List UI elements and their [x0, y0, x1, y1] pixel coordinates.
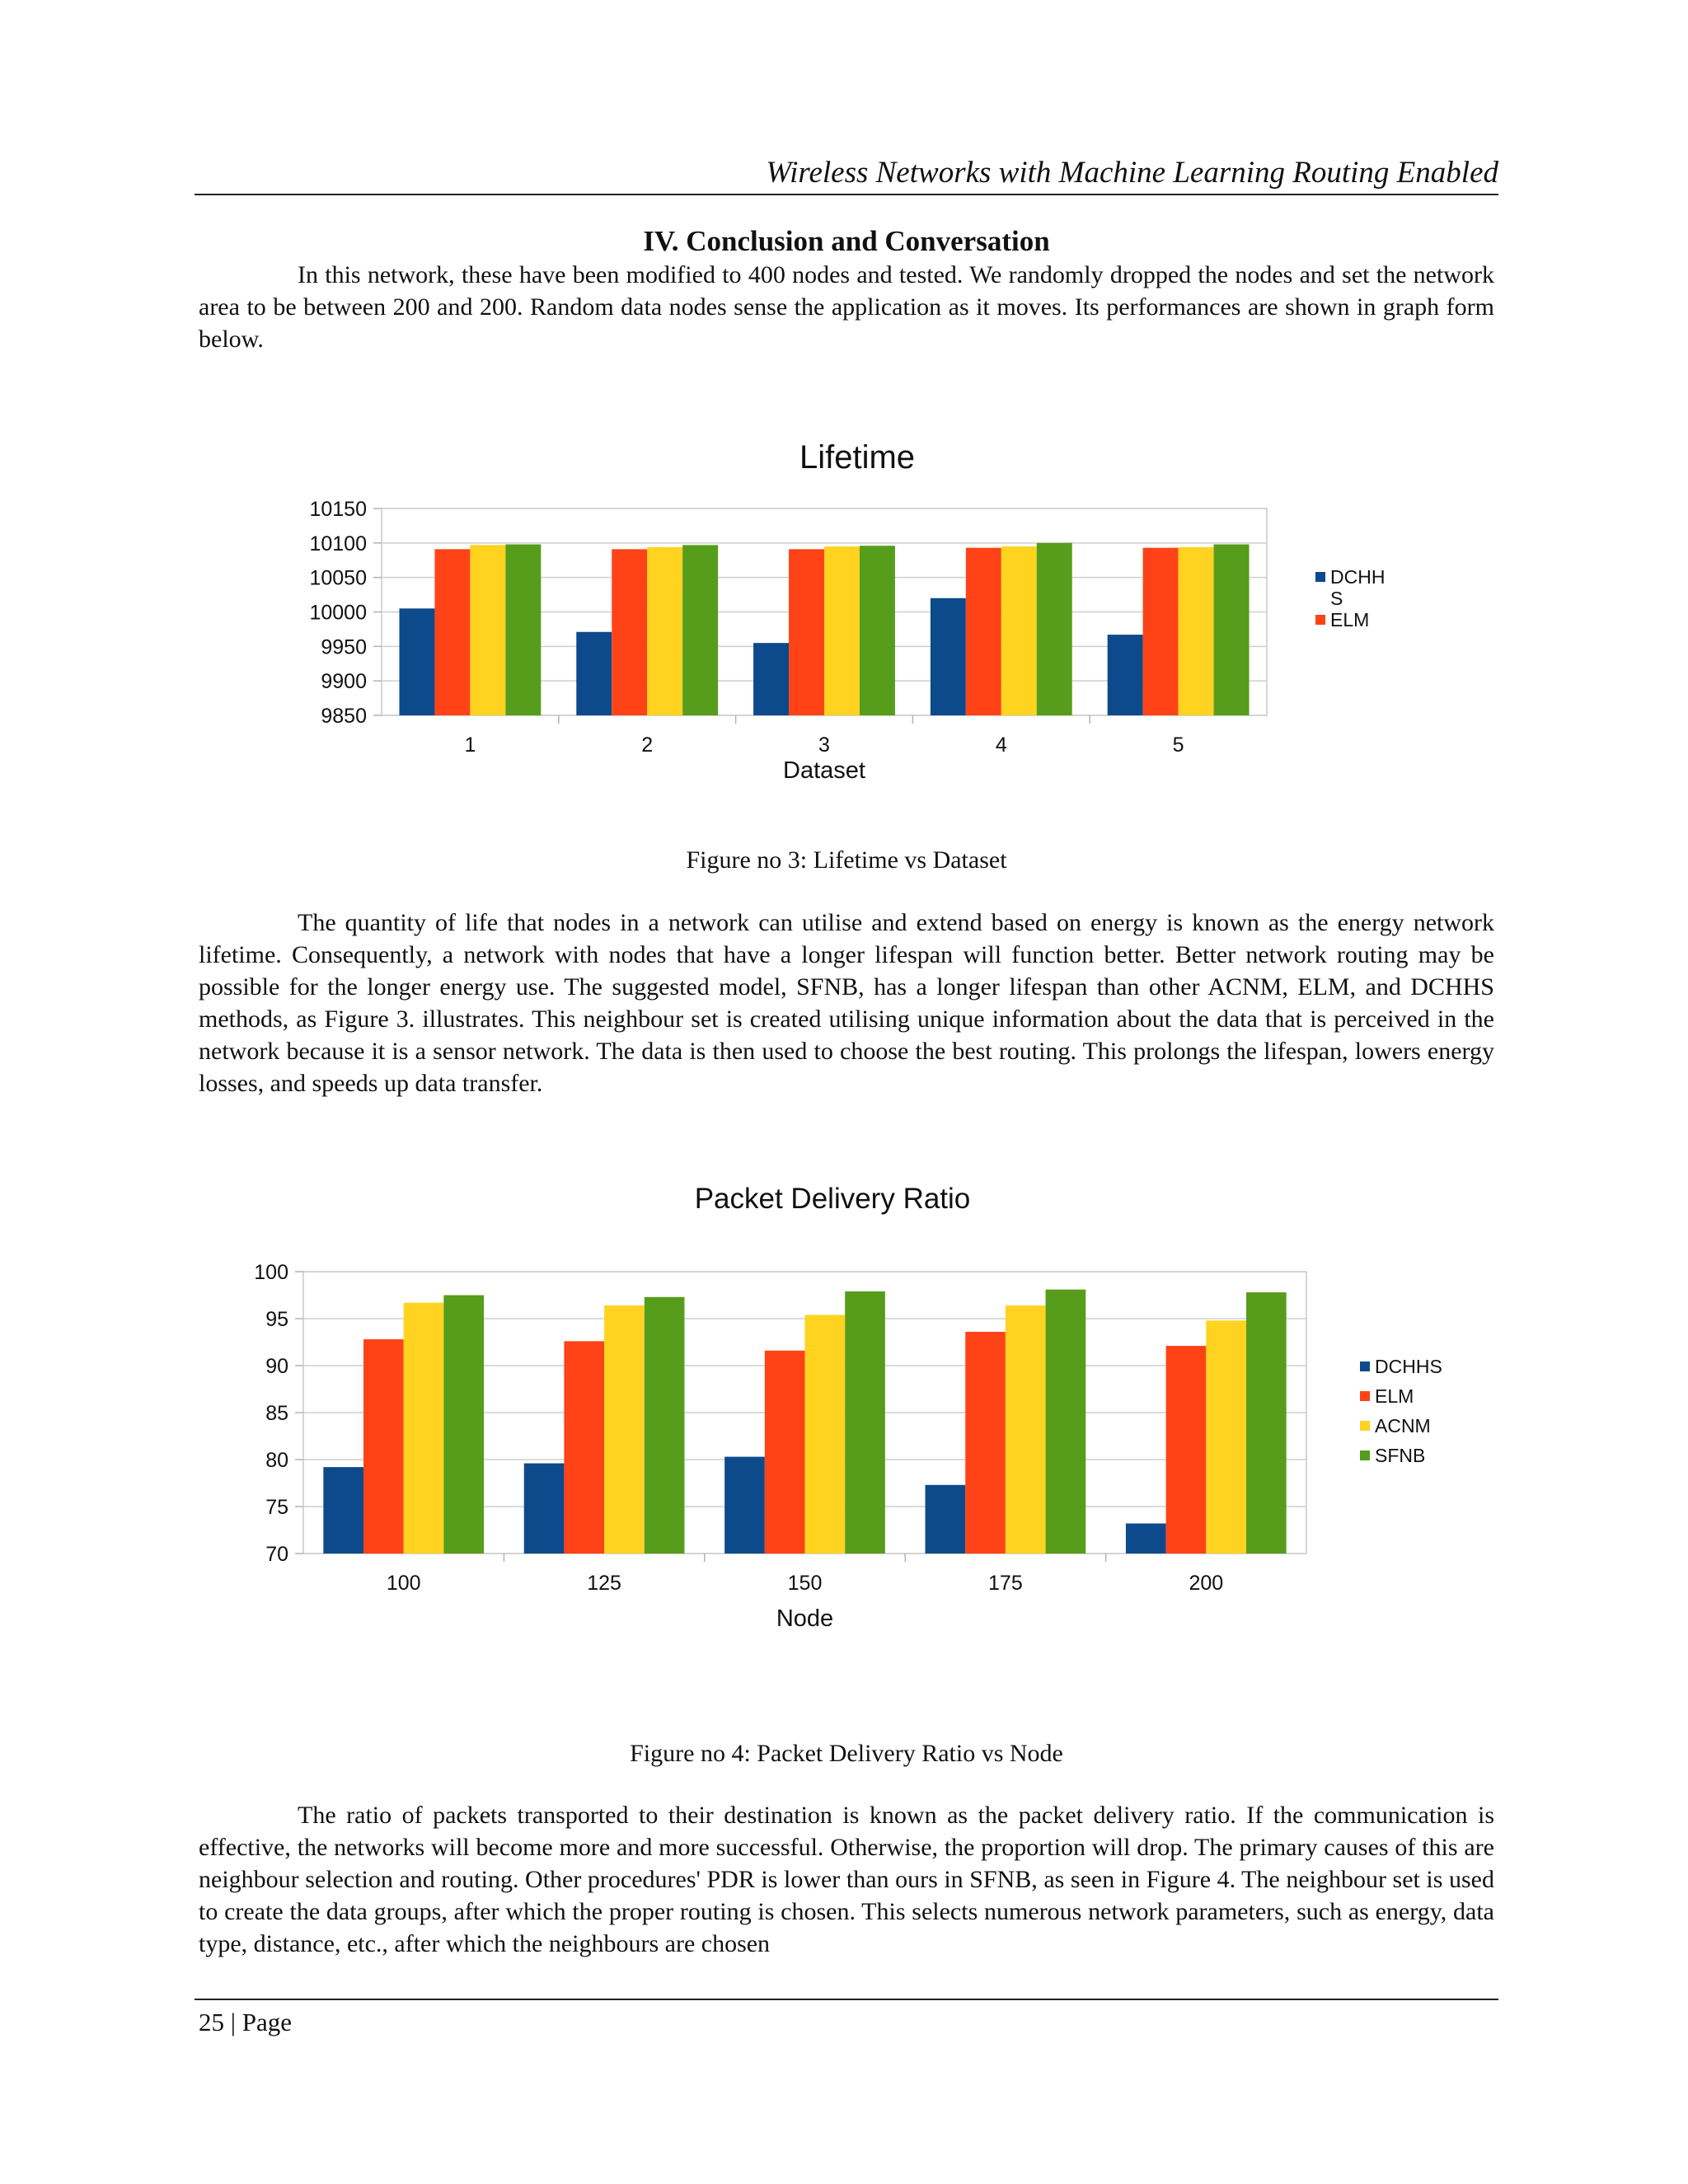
legend-label-dchhs: DCHH S — [1330, 566, 1386, 609]
x-tick-label: 2 — [641, 733, 654, 757]
footer-rule — [195, 1999, 1498, 2000]
legend-label-acnm: ACNM — [1375, 1415, 1431, 1436]
x-tick-label: 150 — [787, 1572, 823, 1595]
bar-elm — [434, 549, 470, 715]
y-tick-label: 10050 — [309, 566, 367, 590]
bar-sfnb — [1046, 1290, 1086, 1554]
intro-paragraph: In this network, these have been modified to 400 nodes and tested. We randomly dropped the nodes and set the network area to be between 200 and 200. Random data nodes sense the application as it moves. Its performances are shown in graph form below. — [199, 261, 1494, 353]
x-tick-label: 4 — [995, 733, 1007, 757]
bar-dchhs — [576, 632, 612, 715]
bar-elm — [1166, 1346, 1207, 1554]
bar-acnm — [805, 1315, 846, 1554]
legend-swatch-elm — [1360, 1391, 1370, 1401]
legend-label-sfnb: SFNB — [1375, 1445, 1426, 1466]
x-tick-label: 1 — [464, 733, 476, 757]
chart-title: Packet Delivery Ratio — [694, 1183, 971, 1215]
pdr-chart — [223, 1170, 1459, 1681]
y-tick-label: 80 — [265, 1449, 288, 1472]
legend-swatch-dchhs — [1360, 1361, 1370, 1371]
lifetime-chart — [247, 429, 1451, 816]
bar-dchhs — [323, 1467, 363, 1554]
y-tick-label: 9850 — [321, 705, 367, 728]
bar-sfnb — [443, 1296, 484, 1554]
legend-swatch-dchhs — [1315, 572, 1325, 582]
running-title: Wireless Networks with Machine Learning Routing Enabled — [766, 156, 1498, 190]
y-tick-label: 10150 — [309, 498, 367, 521]
bar-dchhs — [926, 1485, 966, 1554]
y-tick-label: 9900 — [321, 670, 367, 694]
bar-acnm — [404, 1303, 444, 1554]
header-rule — [195, 194, 1498, 195]
x-tick-label: 200 — [1189, 1572, 1224, 1595]
bar-elm — [789, 549, 824, 715]
y-tick-label: 75 — [265, 1496, 288, 1519]
bar-acnm — [824, 546, 860, 715]
bar-acnm — [470, 545, 505, 715]
bar-dchhs — [753, 643, 789, 715]
x-tick-label: 100 — [386, 1572, 421, 1595]
x-tick-label: 3 — [818, 733, 830, 757]
bar-dchhs — [524, 1464, 565, 1554]
page-number: 25 | Page — [199, 2008, 292, 2036]
bar-sfnb — [1246, 1292, 1287, 1554]
x-tick-label: 175 — [988, 1572, 1023, 1595]
legend-swatch-acnm — [1360, 1421, 1370, 1431]
bar-elm — [363, 1339, 404, 1554]
legend-swatch-elm — [1315, 615, 1325, 625]
legend-label-dchhs: DCHHS — [1375, 1356, 1442, 1377]
bar-elm — [765, 1351, 805, 1554]
bar-acnm — [1001, 546, 1037, 715]
y-tick-label: 90 — [265, 1355, 288, 1378]
bar-acnm — [1179, 547, 1214, 715]
y-tick-label: 10100 — [309, 532, 367, 555]
y-tick-label: 70 — [265, 1543, 288, 1566]
figure-3-caption: Figure no 3: Lifetime vs Dataset — [686, 846, 1007, 874]
figure-4-caption: Figure no 4: Packet Delivery Ratio vs Node — [630, 1740, 1063, 1767]
legend-label-elm: ELM — [1375, 1385, 1414, 1407]
bar-dchhs — [1108, 635, 1143, 715]
legend-label-elm: ELM — [1330, 609, 1370, 630]
bar-sfnb — [645, 1297, 685, 1554]
bar-acnm — [1006, 1305, 1046, 1554]
pdr-paragraph: The ratio of packets transported to their destination is known as the packet delivery ratio. If the communication is effective, the networks will become more and more successful. Otherwise, the proportion will drop. The primary causes of this are neighbour selection and routing. Other procedures' PDR is lower than ours in SFNB, as seen in Figure 4. The neighbour set is used to create the data groups, after which the proper routing is chosen. This selects numerous network parameters, such as energy, data type, distance, etc., after which the neighbours are chosen — [199, 1802, 1494, 1957]
chart-title: Lifetime — [799, 439, 916, 476]
y-tick-label: 10000 — [309, 601, 367, 625]
x-tick-label: 125 — [587, 1572, 621, 1595]
y-tick-label: 85 — [265, 1402, 288, 1425]
bar-dchhs — [931, 598, 966, 715]
bar-elm — [1143, 548, 1179, 715]
bar-elm — [966, 548, 1001, 715]
bar-sfnb — [845, 1291, 885, 1554]
y-tick-label: 100 — [254, 1261, 288, 1284]
bar-elm — [965, 1332, 1006, 1554]
lifetime-paragraph: The quantity of life that nodes in a network can utilise and extend based on energy is known as the energy network lifetime. Consequently, a network with nodes that have a longer lifespan will function better. Better network routing may be possible for the longer energy use. The suggested model, SFNB, has a longer lifespan than other ACNM, ELM, and DCHHS methods, as Figure 3. illustrates. This neighbour set is created utilising unique information about the data that is perceived in the network because it is a sensor network. The data is then used to choose the best routing. This prolongs the lifespan, lowers energy losses, and speeds up data transfer. — [199, 909, 1494, 1097]
x-axis-label: Node — [776, 1605, 834, 1632]
section-heading: IV. Conclusion and Conversation — [643, 225, 1050, 257]
bar-sfnb — [860, 546, 895, 715]
bar-dchhs — [399, 608, 434, 715]
bar-elm — [564, 1341, 604, 1554]
bar-dchhs — [1126, 1524, 1166, 1554]
bar-sfnb — [682, 545, 718, 715]
bar-dchhs — [724, 1457, 765, 1554]
bar-acnm — [604, 1305, 645, 1554]
y-tick-label: 95 — [265, 1308, 288, 1331]
x-tick-label: 5 — [1172, 733, 1184, 757]
y-tick-label: 9950 — [321, 635, 367, 659]
bar-sfnb — [1037, 543, 1072, 715]
bar-acnm — [647, 547, 682, 715]
bar-elm — [612, 549, 647, 715]
legend-swatch-sfnb — [1360, 1451, 1370, 1460]
bar-sfnb — [505, 545, 541, 715]
bar-acnm — [1206, 1320, 1246, 1554]
x-axis-label: Dataset — [783, 757, 865, 784]
bar-sfnb — [1214, 545, 1250, 715]
